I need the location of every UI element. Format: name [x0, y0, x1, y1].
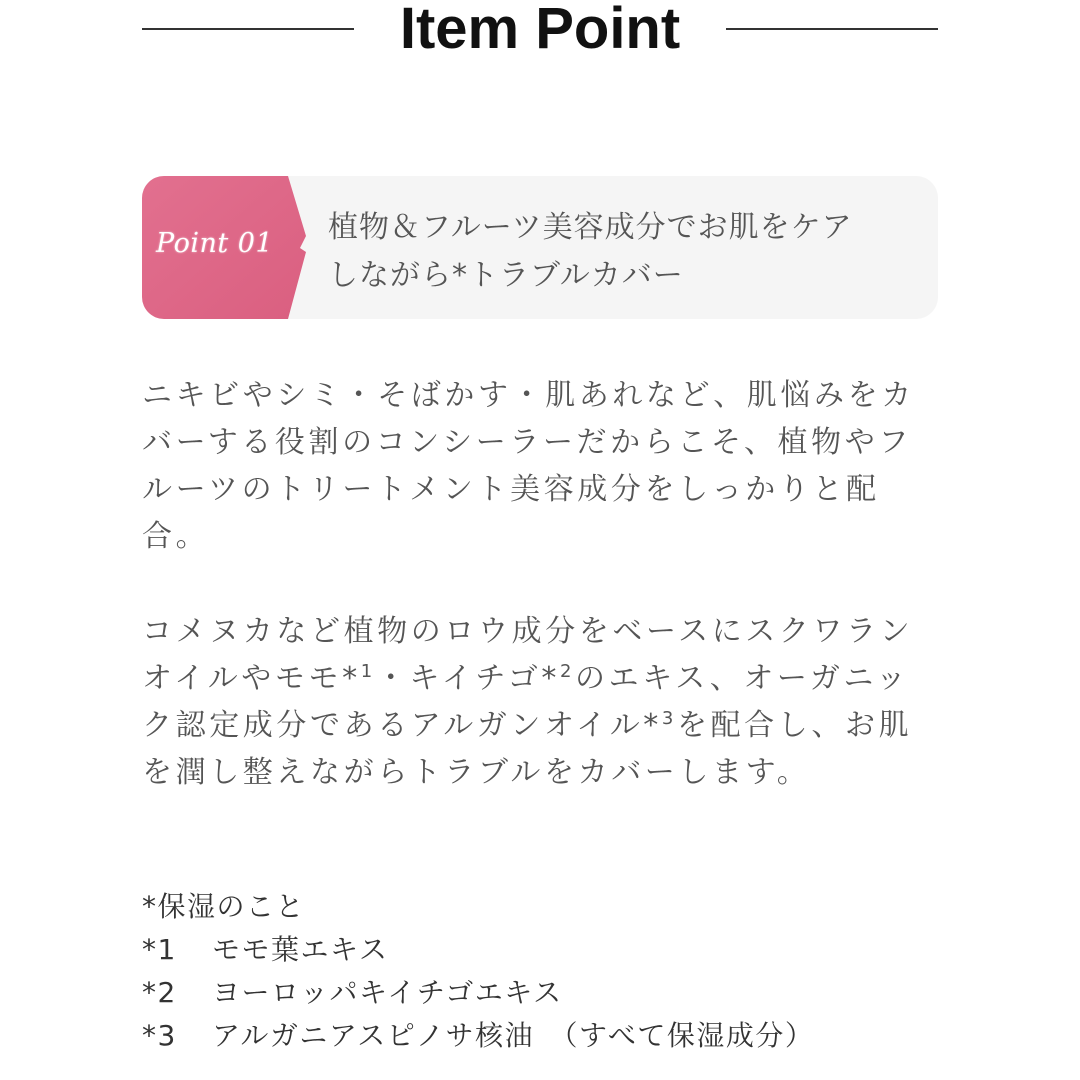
paragraph2-part3: のエキス、オーガニック認定成分であるアルガンオイル* — [142, 661, 910, 743]
footnote-mark: *1 — [142, 933, 177, 966]
footnote-text: ヨーロッパキイチゴエキス — [212, 976, 563, 1009]
header-divider-right — [726, 28, 938, 30]
footnote-text: アルガニアスピノサ核油 （すべて保湿成分） — [212, 1019, 815, 1052]
point-card — [142, 176, 938, 319]
header-divider-left — [142, 28, 354, 30]
footnotes — [142, 885, 942, 1057]
footnote-item — [142, 928, 942, 971]
footnote-ref-1: 1 — [360, 661, 376, 682]
footnote-text: モモ葉エキス — [212, 933, 389, 966]
point-heading — [328, 204, 928, 300]
footnote-moisture: *保湿のこと — [142, 890, 306, 923]
footnote-mark: *2 — [142, 976, 177, 1009]
footnote-mark: *3 — [142, 1019, 177, 1052]
footnote-item — [142, 1014, 942, 1057]
description-paragraph-1: ニキビやシミ・そばかす・肌あれなど、肌悩みをカバーする役割のコンシーラーだからこそ、植物やフルーツのトリートメント美容成分をしっかりと配合。 — [142, 378, 915, 554]
point-label: Point 01 — [156, 228, 274, 259]
footnote-ref-2: 2 — [559, 661, 576, 682]
point-heading-line2: しながら*トラブルカバー — [328, 258, 684, 293]
paragraph2-part1: コメヌカなど植物のロウ成分をベースにスクワランオイルやモモ* — [142, 614, 914, 696]
paragraph2-part4: を配合し、お肌を潤し整えながらトラブルをカバーします。 — [142, 708, 913, 790]
description-paragraph-2 — [142, 608, 942, 796]
page-title: Item Point — [399, 0, 681, 61]
point-heading-line1: 植物＆フルーツ美容成分でお肌をケア — [328, 210, 853, 245]
section-header — [0, 0, 1080, 62]
footnote-ref-3: 3 — [661, 708, 677, 729]
footnote-item — [142, 971, 942, 1014]
paragraph2-part2: ・キイチゴ* — [375, 661, 560, 696]
